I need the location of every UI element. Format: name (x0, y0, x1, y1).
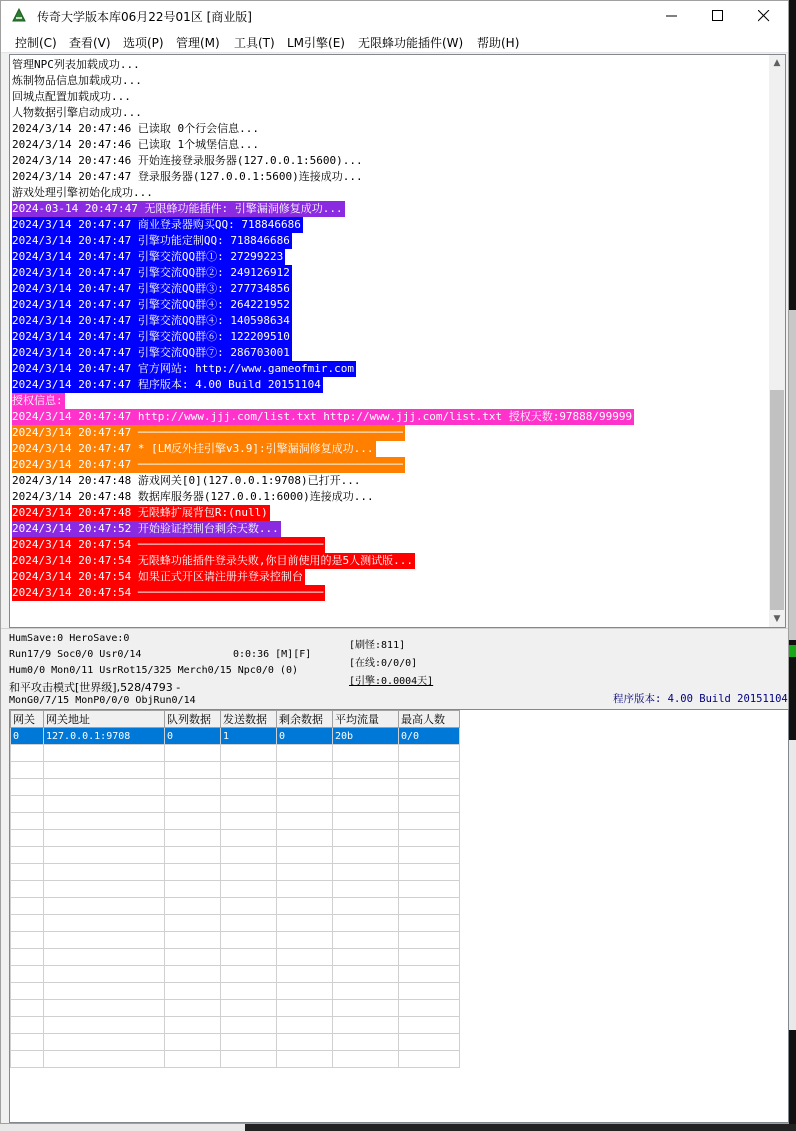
table-cell: 0/0 (399, 728, 460, 745)
table-cell (277, 949, 333, 966)
close-icon (758, 10, 770, 22)
table-cell (399, 847, 460, 864)
log-line-text: 2024/3/14 20:47:47 引擎交流QQ群⑦: 286703001 (12, 346, 290, 359)
maximize-icon (712, 10, 724, 22)
table-cell (221, 932, 277, 949)
table-cell (333, 881, 399, 898)
log-line-text: 2024/3/14 20:47:54 ──────────────────────────── (12, 538, 324, 551)
log-line (12, 393, 772, 409)
log-line (12, 265, 772, 281)
log-line-text: 2024/3/14 20:47:47 ──────────────────────────────────────── (12, 426, 403, 439)
table-cell (221, 796, 277, 813)
log-scrollbar[interactable] (769, 55, 785, 627)
table-cell (399, 966, 460, 983)
menu-manage[interactable]: 管理(M) (176, 36, 220, 50)
table-cell (165, 932, 221, 949)
table-cell (333, 915, 399, 932)
table-cell: 1 (221, 728, 277, 745)
menu-options[interactable]: 选项(P) (123, 36, 164, 50)
table-cell (333, 847, 399, 864)
table-cell (399, 1051, 460, 1068)
table-row-empty[interactable] (11, 966, 460, 983)
table-cell (165, 983, 221, 1000)
table-cell (333, 932, 399, 949)
table-cell (165, 779, 221, 796)
table-cell (11, 983, 44, 1000)
table-cell (165, 1017, 221, 1034)
status-humsave: HumSave:0 HeroSave:0 (9, 633, 130, 644)
table-cell (333, 949, 399, 966)
table-cell (165, 745, 221, 762)
table-cell (399, 1017, 460, 1034)
table-cell (44, 864, 165, 881)
table-cell (165, 915, 221, 932)
table-row[interactable] (11, 728, 460, 745)
table-cell (44, 830, 165, 847)
title-bar[interactable] (1, 1, 788, 31)
table-cell (221, 830, 277, 847)
scroll-down-icon[interactable]: ▼ (773, 614, 781, 624)
log-line (12, 553, 772, 569)
table-cell (333, 813, 399, 830)
table-cell (221, 898, 277, 915)
table-cell (221, 745, 277, 762)
log-line (12, 73, 772, 89)
table-cell (277, 745, 333, 762)
table-cell (333, 864, 399, 881)
table-cell (11, 1000, 44, 1017)
log-line-text: 2024/3/14 20:47:48 无限蜂扩展背包R:(null) (12, 506, 268, 519)
table-cell (277, 915, 333, 932)
table-row-empty[interactable] (11, 915, 460, 932)
table-cell (11, 1034, 44, 1051)
table-cell (165, 966, 221, 983)
table-cell (11, 949, 44, 966)
table-cell (11, 966, 44, 983)
table-cell (277, 1000, 333, 1017)
table-cell (44, 1034, 165, 1051)
log-line (12, 297, 772, 313)
status-mon: MonG0/7/15 MonP0/0/0 ObjRun0/14 (9, 695, 196, 706)
close-button[interactable] (741, 1, 787, 31)
col-gateway[interactable]: 网关 (11, 711, 44, 728)
log-line-text: 2024/3/14 20:47:47 引擎交流QQ群①: 27299223 (12, 250, 284, 263)
table-cell (399, 1000, 460, 1017)
table-cell (399, 881, 460, 898)
gateway-grid[interactable] (9, 709, 789, 1123)
table-cell (277, 1051, 333, 1068)
log-line (12, 185, 772, 201)
table-cell (165, 813, 221, 830)
table-cell (221, 915, 277, 932)
log-line (12, 137, 772, 153)
table-cell (11, 745, 44, 762)
table-cell (11, 881, 44, 898)
log-line-text: 2024/3/14 20:47:47 程序版本: 4.00 Build 20151104 (12, 378, 321, 391)
table-cell (277, 966, 333, 983)
menu-view[interactable]: 查看(V) (69, 36, 111, 50)
table-cell (333, 762, 399, 779)
table-cell (221, 779, 277, 796)
log-line-text: 2024/3/14 20:47:47 引擎交流QQ群④: 264221952 (12, 298, 290, 311)
table-cell (333, 1000, 399, 1017)
table-cell (44, 1017, 165, 1034)
table-row-empty[interactable] (11, 813, 460, 830)
grid-body (11, 728, 460, 1068)
table-cell (11, 898, 44, 915)
log-line (12, 121, 772, 137)
log-line (12, 569, 772, 585)
table-cell (11, 915, 44, 932)
log-line (12, 57, 772, 73)
table-cell (399, 813, 460, 830)
col-queue-data[interactable]: 队列数据 (165, 711, 221, 728)
table-cell (221, 1000, 277, 1017)
table-cell (44, 796, 165, 813)
log-line-text: 2024/3/14 20:47:46 开始连接登录服务器(127.0.0.1:5600)... (12, 154, 363, 167)
log-line-text: 2024-03-14 20:47:47 无限蜂功能插件: 引擎漏洞修复成功... (12, 202, 343, 215)
table-cell: 0 (11, 728, 44, 745)
table-cell (44, 813, 165, 830)
table-cell (44, 966, 165, 983)
log-line-text: 游戏处理引擎初始化成功... (12, 186, 153, 199)
table-row-empty[interactable] (11, 932, 460, 949)
table-cell (11, 762, 44, 779)
menu-bar (1, 31, 788, 53)
maximize-button[interactable] (695, 1, 741, 31)
table-cell (399, 864, 460, 881)
status-engine-days[interactable]: [引擎:0.0004天] (349, 676, 434, 687)
table-cell (399, 932, 460, 949)
log-line (12, 473, 772, 489)
table-cell (44, 745, 165, 762)
grid-header-row (11, 711, 460, 728)
table-cell (333, 983, 399, 1000)
table-cell (44, 898, 165, 915)
status-version: 程序版本: 4.00 Build 20151104 (613, 693, 788, 705)
table-cell (333, 898, 399, 915)
menu-help[interactable]: 帮助(H) (477, 36, 520, 50)
log-line (12, 441, 772, 457)
table-cell (399, 915, 460, 932)
window-title: 传奇大学版本库06月22号01区 [商业版] (37, 10, 252, 24)
log-line-text: 2024/3/14 20:47:47 引擎功能定制QQ: 718846686 (12, 234, 290, 247)
table-row-empty[interactable] (11, 1017, 460, 1034)
table-row-empty[interactable] (11, 1051, 460, 1068)
table-cell (277, 932, 333, 949)
table-cell (221, 847, 277, 864)
table-cell (165, 847, 221, 864)
log-line (12, 505, 772, 521)
table-cell (399, 949, 460, 966)
log-line-text: 回城点配置加载成功... (12, 90, 131, 103)
table-cell (11, 796, 44, 813)
minimize-button[interactable] (649, 1, 695, 31)
table-cell (333, 745, 399, 762)
table-row-empty[interactable] (11, 983, 460, 1000)
table-cell (399, 898, 460, 915)
table-cell (221, 949, 277, 966)
log-line-text: 2024/3/14 20:47:47 引擎交流QQ群②: 249126912 (12, 266, 290, 279)
table-cell (333, 779, 399, 796)
table-cell (221, 813, 277, 830)
table-cell (221, 1051, 277, 1068)
table-cell (44, 847, 165, 864)
log-line-text: 炼制物品信息加载成功... (12, 74, 142, 87)
table-cell (399, 983, 460, 1000)
log-lines (12, 57, 772, 601)
status-refresh: [刷怪:811] (349, 640, 406, 651)
table-row-empty[interactable] (11, 1034, 460, 1051)
log-line (12, 153, 772, 169)
table-cell (277, 898, 333, 915)
col-gateway-address[interactable]: 网关地址 (44, 711, 165, 728)
table-cell (277, 779, 333, 796)
table-row-empty[interactable] (11, 898, 460, 915)
log-line-text: 2024/3/14 20:47:46 已读取 0个行会信息... (12, 122, 259, 135)
col-remaining-data[interactable]: 剩余数据 (277, 711, 333, 728)
log-line-text: 2024/3/14 20:47:47 ──────────────────────────────────────── (12, 458, 403, 471)
log-line (12, 489, 772, 505)
table-cell (277, 813, 333, 830)
log-line-text: 2024/3/14 20:47:47 引擎交流QQ群③: 277734856 (12, 282, 290, 295)
table-cell (11, 830, 44, 847)
table-row-empty[interactable] (11, 949, 460, 966)
table-cell (44, 949, 165, 966)
table-cell (221, 1017, 277, 1034)
log-line-text: 2024/3/14 20:47:47 * [LM反外挂引擎v3.9]:引擎漏洞修复成功... (12, 442, 374, 455)
log-line (12, 409, 772, 425)
table-cell (44, 1051, 165, 1068)
table-cell (399, 762, 460, 779)
table-row-empty[interactable] (11, 745, 460, 762)
log-line-text: 2024/3/14 20:47:54 无限蜂功能插件登录失败,你目前使用的是5人测试版... (12, 554, 413, 567)
table-cell: 127.0.0.1:9708 (44, 728, 165, 745)
gateway-table (10, 710, 460, 1068)
log-line (12, 361, 772, 377)
log-line-text: 2024/3/14 20:47:54 如果正式开区请注册并登录控制台 (12, 570, 303, 583)
log-line-text: 2024/3/14 20:47:47 http://www.jjj.com/list.txt http://www.jjj.com/list.txt 授权天数:97888/99999 (12, 410, 633, 423)
menu-lm-engine[interactable]: LM引擎(E) (287, 36, 345, 50)
log-line-text: 2024/3/14 20:47:52 开始验证控制台剩余天数... (12, 522, 279, 535)
table-cell (277, 1017, 333, 1034)
log-line (12, 233, 772, 249)
log-line (12, 585, 772, 601)
table-cell (11, 1017, 44, 1034)
log-line-text: 2024/3/14 20:47:47 登录服务器(127.0.0.1:5600)连接成功... (12, 170, 363, 183)
log-line-text: 2024/3/14 20:47:47 引擎交流QQ群⑥: 122209510 (12, 330, 290, 343)
status-hum: Hum0/0 Mon0/11 UsrRot15/325 Merch0/15 Npc0/0 (0) (9, 665, 298, 676)
log-line-text: 2024/3/14 20:47:47 官方网站: http://www.gameofmir.com (12, 362, 355, 375)
menu-plugin[interactable]: 无限蜂功能插件(W) (358, 36, 464, 50)
table-cell (221, 1034, 277, 1051)
log-panel[interactable] (9, 54, 786, 628)
col-max-users[interactable]: 最高人数 (399, 711, 460, 728)
table-cell (277, 762, 333, 779)
table-row-empty[interactable] (11, 847, 460, 864)
table-row-empty[interactable] (11, 796, 460, 813)
table-cell (165, 1000, 221, 1017)
app-icon (11, 7, 27, 23)
log-line (12, 217, 772, 233)
log-line-text: 授权信息: (12, 394, 63, 407)
table-cell (44, 1000, 165, 1017)
table-cell (399, 830, 460, 847)
log-line (12, 457, 772, 473)
table-cell (221, 762, 277, 779)
table-cell: 0 (165, 728, 221, 745)
table-cell (221, 983, 277, 1000)
table-cell (399, 1034, 460, 1051)
log-line (12, 201, 772, 217)
log-line-text: 2024/3/14 20:47:47 引擎交流QQ群④: 140598634 (12, 314, 290, 327)
table-cell (165, 949, 221, 966)
table-cell (11, 932, 44, 949)
table-cell (277, 830, 333, 847)
log-line (12, 169, 772, 185)
table-cell (11, 779, 44, 796)
status-online: [在线:0/0/0] (349, 658, 418, 669)
status-attack-mode: 和平攻击模式[世界级],528/4793 - (9, 681, 181, 694)
log-line-text: 2024/3/14 20:47:47 商业登录器购买QQ: 718846686 (12, 218, 301, 231)
status-timer: 0:0:36 [M][F] (233, 649, 312, 660)
table-cell (44, 779, 165, 796)
log-line (12, 313, 772, 329)
table-cell (333, 830, 399, 847)
table-cell (333, 966, 399, 983)
table-cell (44, 762, 165, 779)
table-cell (221, 864, 277, 881)
table-row-empty[interactable] (11, 864, 460, 881)
table-cell (165, 1051, 221, 1068)
log-line (12, 281, 772, 297)
scroll-up-icon[interactable]: ▲ (773, 58, 781, 68)
table-cell (44, 932, 165, 949)
table-row-empty[interactable] (11, 762, 460, 779)
log-line-text: 人物数据引擎启动成功... (12, 106, 142, 119)
table-cell (277, 864, 333, 881)
log-line (12, 377, 772, 393)
col-sent-data[interactable]: 发送数据 (221, 711, 277, 728)
table-cell (333, 796, 399, 813)
table-cell (165, 881, 221, 898)
table-cell (44, 881, 165, 898)
table-cell (333, 1017, 399, 1034)
table-cell (165, 830, 221, 847)
log-line (12, 89, 772, 105)
table-cell (11, 847, 44, 864)
menu-control[interactable]: 控制(C) (15, 36, 57, 50)
table-cell (11, 864, 44, 881)
table-cell (11, 1051, 44, 1068)
log-line (12, 537, 772, 553)
status-run: Run17/9 Soc0/0 Usr0/14 (9, 649, 142, 660)
log-line (12, 425, 772, 441)
table-cell (165, 864, 221, 881)
table-cell (11, 813, 44, 830)
table-cell (399, 779, 460, 796)
status-panel (1, 628, 788, 709)
scroll-thumb[interactable] (770, 390, 784, 610)
table-cell (165, 1034, 221, 1051)
table-cell: 0 (277, 728, 333, 745)
log-line-text: 2024/3/14 20:47:46 已读取 1个城堡信息... (12, 138, 259, 151)
log-line (12, 105, 772, 121)
table-cell (277, 796, 333, 813)
table-cell (277, 1034, 333, 1051)
log-line-text: 2024/3/14 20:47:54 ──────────────────────────── (12, 586, 324, 599)
table-cell (333, 1051, 399, 1068)
table-cell (221, 881, 277, 898)
table-cell (221, 966, 277, 983)
table-cell (165, 762, 221, 779)
col-avg-traffic[interactable]: 平均流量 (333, 711, 399, 728)
table-cell (44, 983, 165, 1000)
log-line-text: 2024/3/14 20:47:48 游戏网关[0](127.0.0.1:9708)已打开... (12, 474, 361, 487)
log-line-text: 2024/3/14 20:47:48 数据库服务器(127.0.0.1:6000)连接成功... (12, 490, 374, 503)
log-line-text: 管理NPC列表加载成功... (12, 58, 140, 71)
table-cell (277, 881, 333, 898)
table-row-empty[interactable] (11, 779, 460, 796)
table-row-empty[interactable] (11, 881, 460, 898)
table-cell (277, 847, 333, 864)
table-cell (399, 745, 460, 762)
table-row-empty[interactable] (11, 830, 460, 847)
table-cell (399, 796, 460, 813)
log-line (12, 345, 772, 361)
table-cell (277, 983, 333, 1000)
table-cell (165, 796, 221, 813)
log-line (12, 249, 772, 265)
table-row-empty[interactable] (11, 1000, 460, 1017)
table-cell (165, 898, 221, 915)
log-line (12, 329, 772, 345)
log-line (12, 521, 772, 537)
table-cell (333, 1034, 399, 1051)
table-cell: 20b (333, 728, 399, 745)
menu-tools[interactable]: 工具(T) (234, 36, 275, 50)
minimize-icon (666, 10, 678, 22)
table-cell (44, 915, 165, 932)
